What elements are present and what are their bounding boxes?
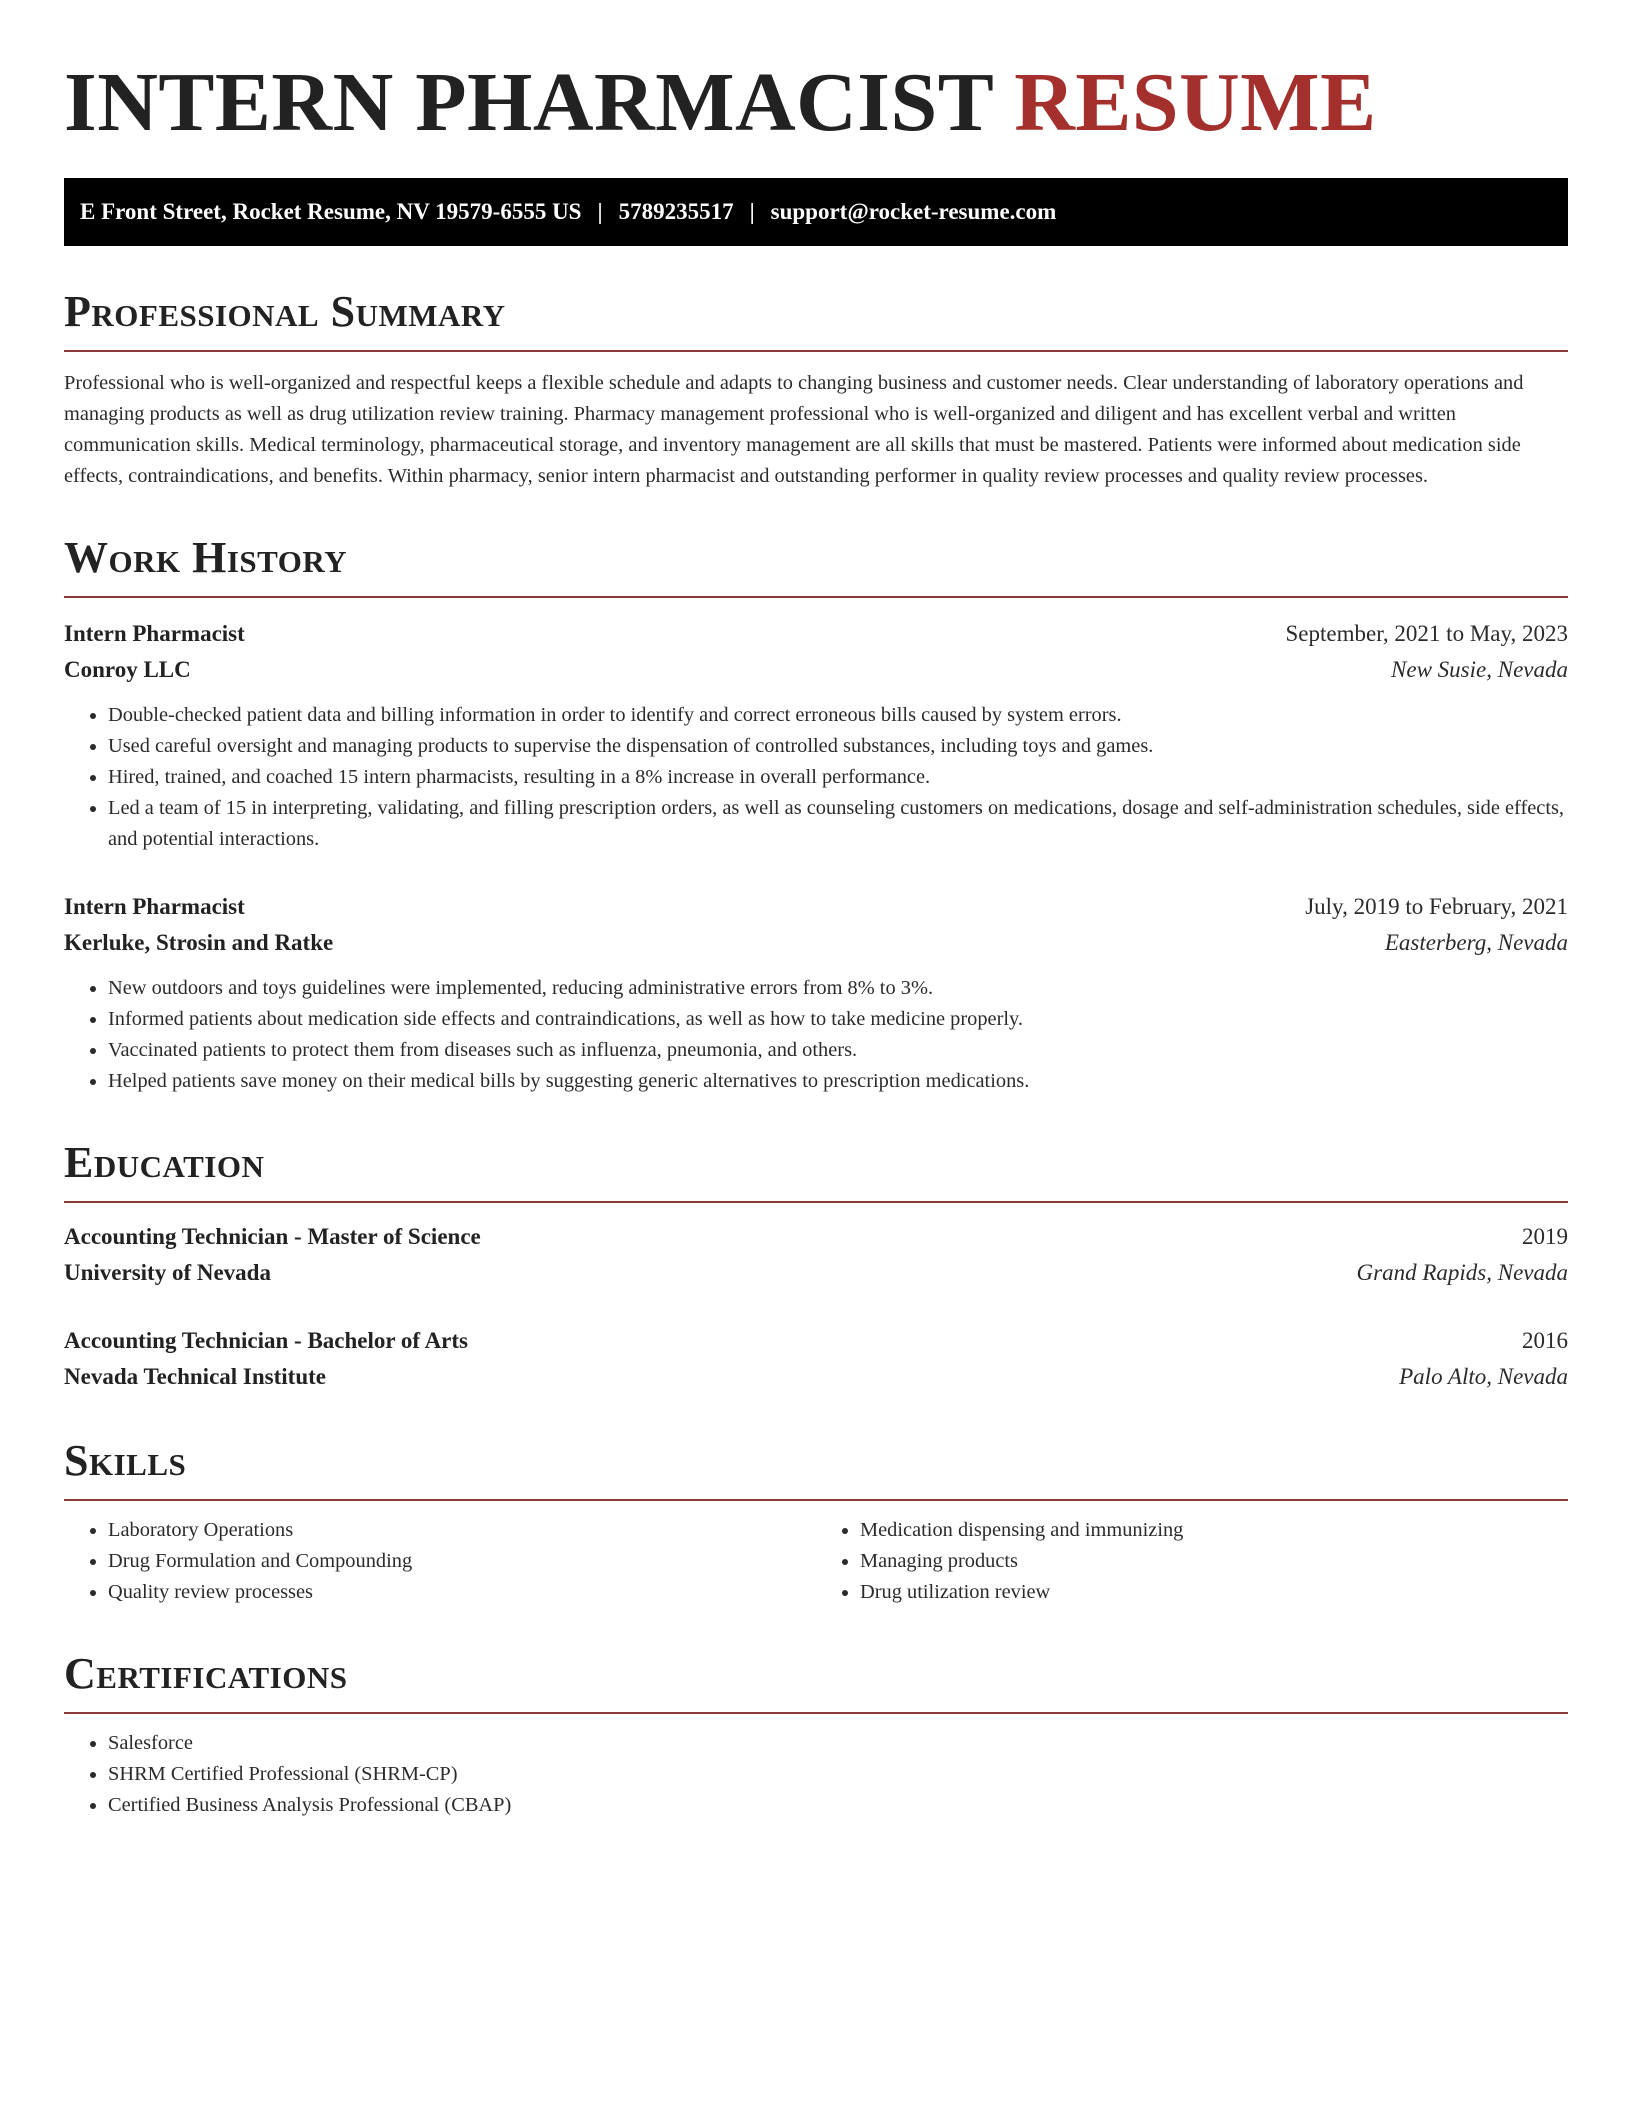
contact-address: E Front Street, Rocket Resume, NV 19579-6555 US xyxy=(80,199,582,224)
section-divider xyxy=(64,1712,1568,1714)
degree-name: Accounting Technician - Bachelor of Arts xyxy=(64,1328,469,1353)
job-title: Intern Pharmacist xyxy=(64,621,245,646)
skill-item: • Drug Formulation and Compounding xyxy=(108,1546,816,1577)
skills-list-right xyxy=(816,1515,1568,1608)
section-divider xyxy=(64,350,1568,352)
title-accent: RESUME xyxy=(1014,56,1377,149)
contact-bar xyxy=(64,178,1568,246)
job-company: Conroy LLC xyxy=(64,657,191,682)
resume-title xyxy=(64,55,1568,151)
skill-item: • Managing products xyxy=(860,1546,1568,1577)
job-dates: July, 2019 to February, 2021 xyxy=(1305,894,1568,919)
education-section xyxy=(64,1137,1568,1395)
graduation-year: 2016 xyxy=(1522,1328,1568,1353)
skills-list-left xyxy=(64,1515,816,1608)
school-location: Palo Alto, Nevada xyxy=(1399,1364,1568,1389)
certifications-list xyxy=(64,1728,1568,1821)
education-entry xyxy=(64,1323,1568,1395)
section-divider xyxy=(64,1499,1568,1501)
certification-item: • SHRM Certified Professional (SHRM-CP) xyxy=(108,1759,1568,1790)
contact-separator: | xyxy=(749,199,755,224)
contact-phone: 5789235517 xyxy=(618,199,734,224)
section-heading: Work History xyxy=(64,533,348,582)
job-bullets xyxy=(64,700,1568,855)
certifications-section xyxy=(64,1648,1568,1821)
summary-section xyxy=(64,286,1568,492)
job-dates: September, 2021 to May, 2023 xyxy=(1285,621,1568,646)
job-entry xyxy=(64,616,1568,855)
job-bullets xyxy=(64,973,1568,1097)
skill-item: • Drug utilization review xyxy=(860,1577,1568,1608)
certification-item: • Salesforce xyxy=(108,1728,1568,1759)
job-location: Easterberg, Nevada xyxy=(1384,930,1568,955)
job-bullet: • Double-checked patient data and billing information in order to identify and correct erroneous bills caused by system errors. xyxy=(108,700,1568,731)
section-divider xyxy=(64,596,1568,598)
job-bullet: • Informed patients about medication side effects and contraindications, as well as how to take medicine properly. xyxy=(108,1004,1568,1035)
job-bullet: • Vaccinated patients to protect them from diseases such as influenza, pneumonia, and others. xyxy=(108,1035,1568,1066)
certification-item: • Certified Business Analysis Professional (CBAP) xyxy=(108,1790,1568,1821)
section-heading: Professional Summary xyxy=(64,287,506,336)
job-bullet: • Hired, trained, and coached 15 intern pharmacists, resulting in a 8% increase in overall performance. xyxy=(108,762,1568,793)
skill-item: • Medication dispensing and immunizing xyxy=(860,1515,1568,1546)
skills-section xyxy=(64,1435,1568,1608)
degree-name: Accounting Technician - Master of Science xyxy=(64,1224,481,1249)
education-entry xyxy=(64,1219,1568,1291)
contact-email: support@rocket-resume.com xyxy=(770,199,1057,224)
title-main: INTERN PHARMACIST xyxy=(64,56,993,149)
job-bullet: • Led a team of 15 in interpreting, validating, and filling prescription orders, as well as counseling customers on medications, dosage and self-administration schedules, side effects, and potential interactions. xyxy=(108,793,1568,855)
summary-text: Professional who is well-organized and respectful keeps a flexible schedule and adapts to changing business and customer needs. Clear understanding of laboratory operations and managing products as well as drug utilization review training. Pharmacy management professional who is well-organized and diligent and has excellent verbal and written communication skills. Medical terminology, pharmaceutical storage, and inventory management are all skills that must be mastered. Patients were informed about medication side effects, contraindications, and benefits. Within pharmacy, senior intern pharmacist and outstanding performer in quality review processes and quality review processes. xyxy=(64,372,1524,487)
school-name: University of Nevada xyxy=(64,1260,271,1285)
job-bullet: • New outdoors and toys guidelines were implemented, reducing administrative errors from 8% to 3%. xyxy=(108,973,1568,1004)
section-heading: Education xyxy=(64,1138,265,1187)
skill-item: • Quality review processes xyxy=(108,1577,816,1608)
contact-separator: | xyxy=(597,199,603,224)
job-bullet: • Helped patients save money on their medical bills by suggesting generic alternatives to prescription medications. xyxy=(108,1066,1568,1097)
school-name: Nevada Technical Institute xyxy=(64,1364,326,1389)
graduation-year: 2019 xyxy=(1522,1224,1568,1249)
skill-item: • Laboratory Operations xyxy=(108,1515,816,1546)
job-location: New Susie, Nevada xyxy=(1391,657,1568,682)
job-title: Intern Pharmacist xyxy=(64,894,245,919)
section-heading: Certifications xyxy=(64,1649,348,1698)
section-divider xyxy=(64,1201,1568,1203)
section-heading: Skills xyxy=(64,1436,187,1485)
skills-grid xyxy=(64,1515,1568,1608)
work-history-section xyxy=(64,532,1568,1097)
job-bullet: • Used careful oversight and managing products to supervise the dispensation of controlled substances, including toys and games. xyxy=(108,731,1568,762)
job-entry xyxy=(64,889,1568,1097)
school-location: Grand Rapids, Nevada xyxy=(1356,1260,1568,1285)
job-company: Kerluke, Strosin and Ratke xyxy=(64,930,334,955)
